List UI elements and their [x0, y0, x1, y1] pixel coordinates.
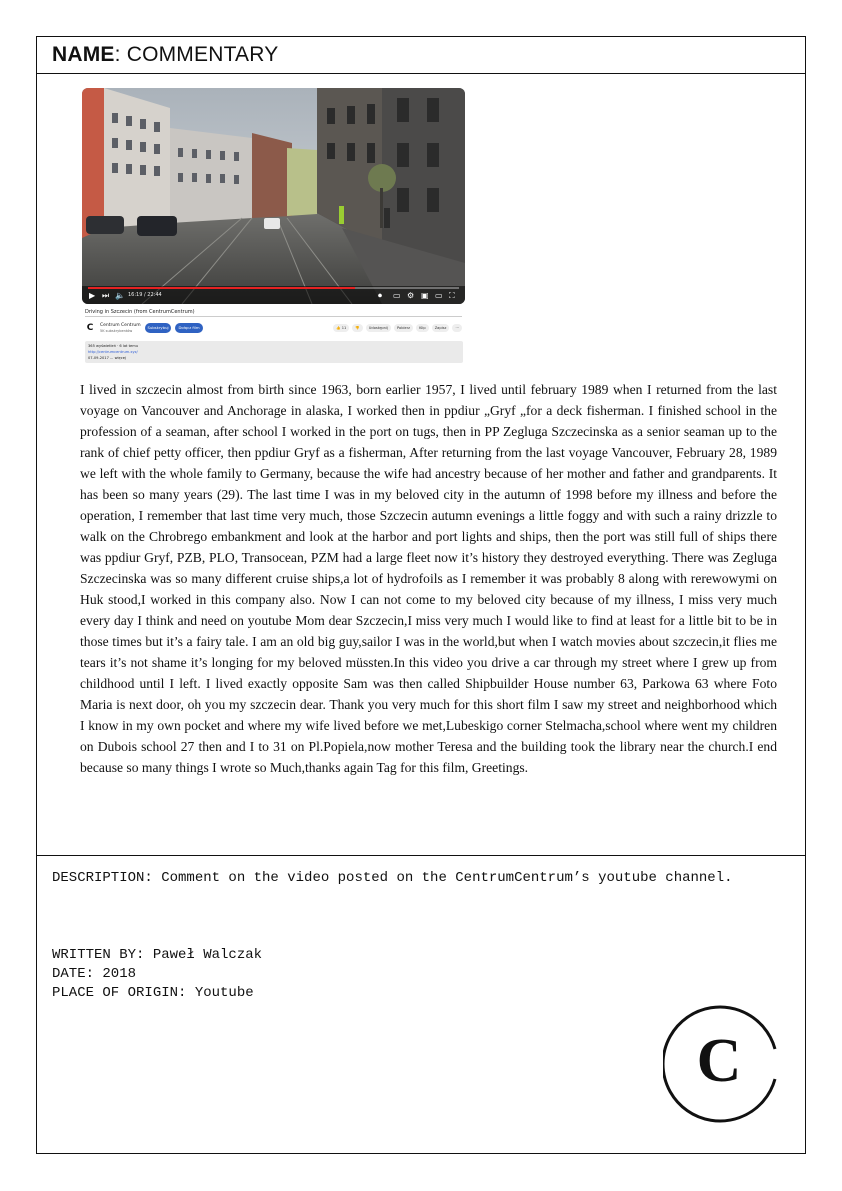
title-separator: : — [114, 43, 127, 66]
clip-button[interactable]: Klip — [416, 324, 429, 332]
place-of-origin: PLACE OF ORIGIN: Youtube — [52, 985, 254, 1001]
copyright-logo-icon — [663, 1005, 781, 1123]
progress-bar[interactable] — [88, 287, 459, 289]
description-box[interactable] — [85, 341, 463, 363]
page-frame — [36, 36, 806, 1154]
title-text: COMMENTARY — [126, 43, 279, 66]
page-title — [52, 43, 278, 67]
name-label: NAME — [52, 43, 115, 66]
action-bar — [333, 324, 462, 332]
street-scene-image — [82, 88, 465, 304]
video-info — [82, 308, 465, 364]
save-button[interactable]: Zapisz — [432, 324, 450, 332]
written-by: WRITTEN BY: Paweł Walczak — [52, 947, 263, 963]
separator — [85, 316, 462, 317]
download-button[interactable]: Pobierz — [394, 324, 413, 332]
video-frame — [82, 88, 465, 304]
youtube-screenshot — [82, 88, 465, 364]
video-controls — [82, 286, 465, 304]
section-divider — [37, 855, 805, 856]
subscribe-button[interactable]: Subskrybuj — [145, 323, 171, 333]
progress-fill — [88, 287, 355, 289]
time-display: 16:19 / 22:44 — [128, 292, 162, 298]
volume-icon[interactable]: 🔈 — [115, 291, 125, 300]
channel-subscribers: 5K subskrybentów — [100, 329, 133, 333]
theater-icon[interactable]: ▭ — [435, 291, 443, 300]
settings-icon[interactable]: ⚙ — [407, 291, 415, 300]
views-line: 365 wyświetleń · 6 lat temu — [88, 344, 138, 348]
dislike-button[interactable]: 👎 — [352, 324, 362, 332]
channel-logo-icon[interactable]: C — [86, 323, 94, 333]
description-text: DESCRIPTION: Comment on the video posted on the CentrumCentrum’s youtube channel. — [52, 870, 733, 886]
description-more[interactable]: 07-09-2017 ... więcej — [88, 356, 126, 360]
share-button[interactable]: Udostępnij — [366, 324, 391, 332]
join-button[interactable]: Dołącz film — [175, 323, 203, 333]
header — [37, 37, 805, 74]
like-button[interactable]: 👍 11 — [333, 324, 349, 332]
next-icon[interactable]: ⏭ — [102, 291, 110, 300]
channel-name[interactable]: Centrum Centrum — [100, 323, 141, 328]
logo-letter: C — [696, 1027, 742, 1095]
video-title: Driving in Szczecin (from CentrumCentrum) — [85, 309, 195, 315]
fullscreen-icon[interactable]: ⛶ — [449, 291, 455, 300]
comment-text: I lived in szczecin almost from birth since 1963, born earlier 1957, I lived until february 1989 when I returned from the last voyage on Vancouver and Anchorage in alaska, I worked then in ppdiur „Gryf „for a deck fisherman. I finished school in the profession of a seaman, after school I worked in the port on tugs, then in PP Zegluga Szczecinska as a senior seaman up to the rank of chief petty officer, then ppdiur Gryf as a fisherman, After returning from the last voyage Vancouver, February 28, 1989 we left with the whole family to Germany, because the wife had ancestry because of her mother and father and grandparents. It has been so many years (29). The last time I was in my beloved city in the autumn of 1998 before my illness and before the operation, I remember that last time very much, those Szczecin autumn evenings a little foggy and with such a rainy drizzle to walk on the Chrobrego embankment and look at the harbor and port lights and ships, then the port was still full of ships there was ppdiur Gryf, PZB, PLO, Transocean, PZM had a large fleet now it’s history they destroyed everything. There was Zegluga Szczecinska was so many different cruise ships,a lot of hydrofoils as I remember it was probably 8 along with rerewowymi on Huk stood,I worked in this company also. Now I can not come to my beloved city because of my illness, I miss very much every day I think and need on youtube Mom dear Szczecin,I miss very much I would like to find at least for a little bit to be in those times but it’s a fairy tale. I am an old big guy,sailor I was in the world,but when I watch movies about szczecin,it flies me tears it’s not shame it’s longing for my beloved müssten.In this video you drive a car through my street where I grew up from childhood until I left. I lived exactly opposite Sam was then called Shipbuilder House number 63, Parkowa 63 where Foto Maria is next door, oh you my szczecin dear. Thank you very much for this short film I saw my street and neighborhood which I know in my own pocket and where my wife lived before we met,Lubeskigo corner Stelmacha,school where went my children on Dubois school 27 then and I to 31 on Pl.Popiela,now mother Teresa and the building took the library near the church.I end because so many things I wrote so Much,thanks again Tag for this film, Greetings. — [80, 382, 777, 775]
date: DATE: 2018 — [52, 966, 137, 982]
description-link[interactable]: http://centrumcentrum.xyz/ — [88, 350, 138, 354]
more-icon[interactable]: ⋯ — [452, 324, 462, 332]
play-icon[interactable]: ▶ — [89, 291, 96, 300]
subtitles-icon[interactable]: ▭ — [393, 291, 401, 300]
autoplay-toggle[interactable]: ⏺ — [378, 291, 382, 300]
miniplayer-icon[interactable]: ▣ — [421, 291, 429, 300]
